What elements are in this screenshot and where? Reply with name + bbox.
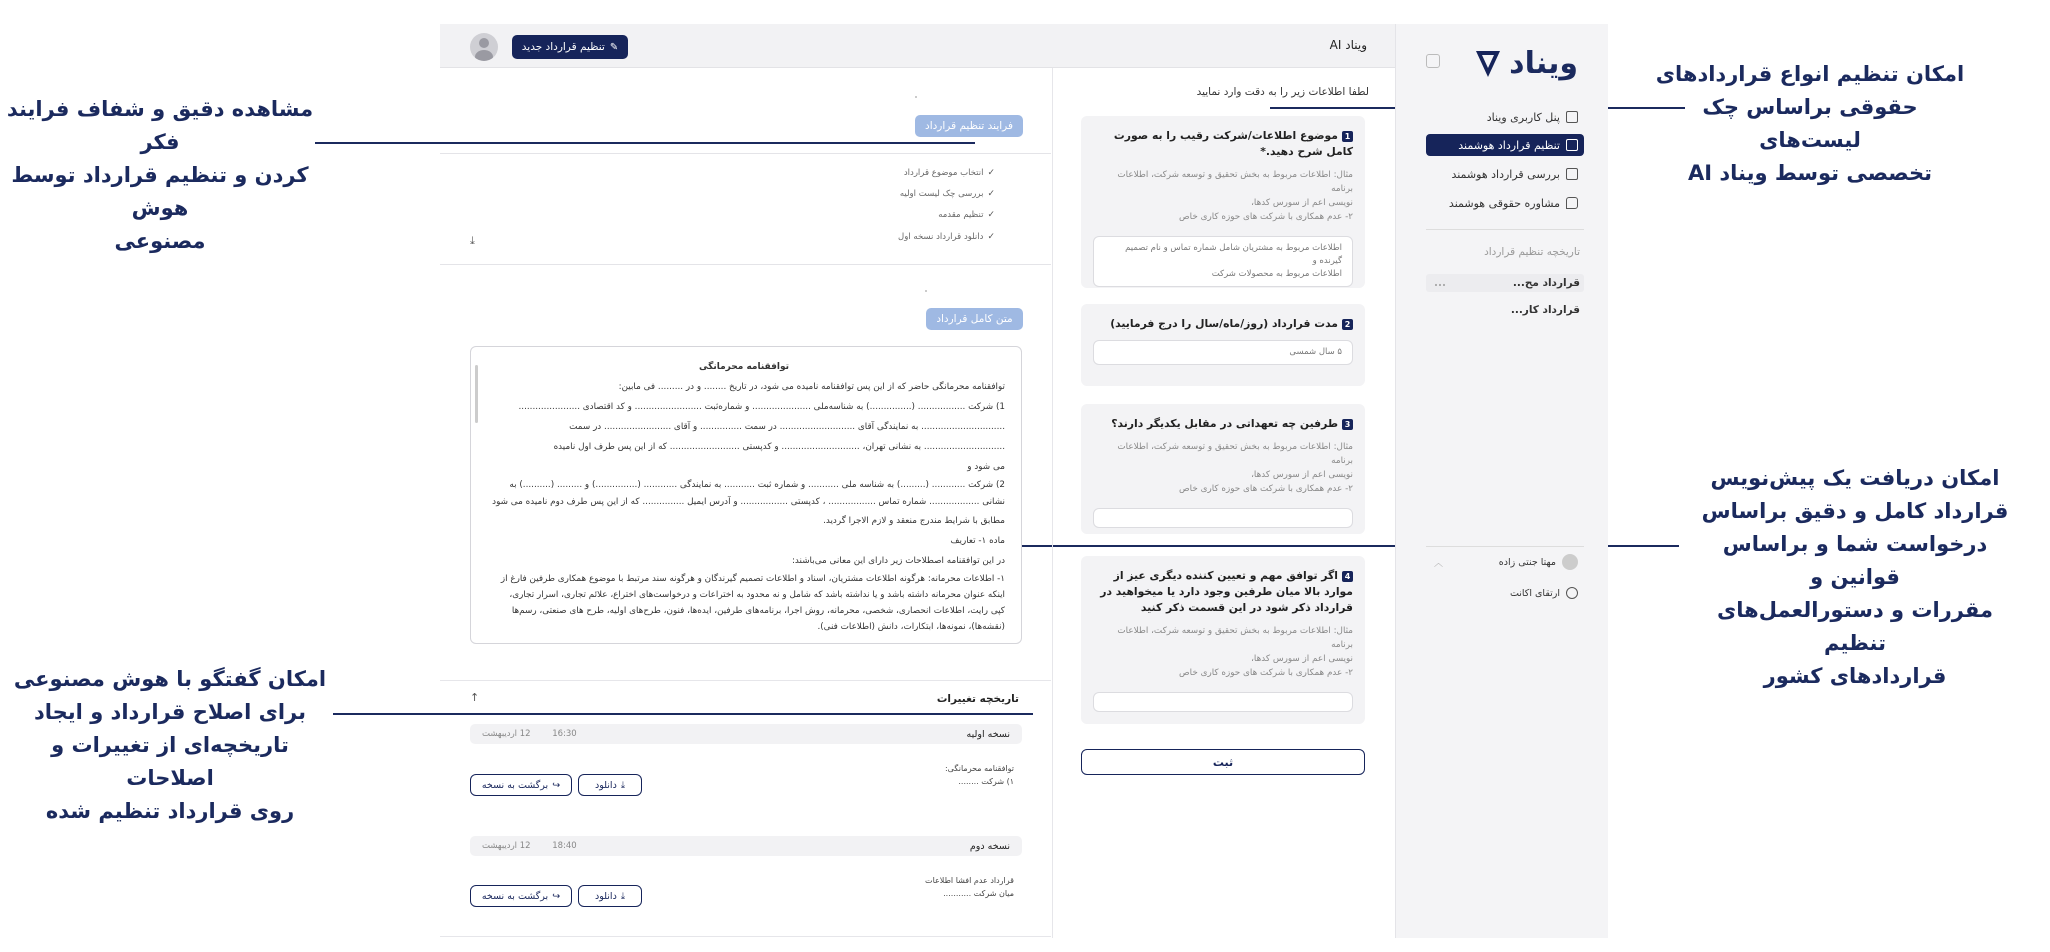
restore-icon: ↪ [552, 779, 561, 791]
divider [1426, 229, 1584, 230]
page-title: ویناد AI [1329, 38, 1367, 52]
restore-icon: ↪ [552, 890, 561, 902]
user-avatar-icon [1562, 554, 1578, 570]
check-icon: ✓ [987, 189, 995, 199]
history-title: تاریخچه تغییرات [936, 693, 1019, 705]
avatar[interactable] [470, 33, 498, 61]
divider [1426, 546, 1584, 547]
process-label: فرایند تنظیم قرارداد [915, 115, 1023, 137]
check-icon: ✓ [987, 168, 995, 178]
annotation-draft: امکان دریافت یک پیش‌نویس قرارداد کامل و دقیق براساس درخواست شما و براساس قوانین و مقررات و دستورالعمل‌های تنظیم قراردادهای کشور [1701, 466, 2009, 688]
question-card: 4اگر توافق مهم و تعیین کننده دیگری عیز از موارد بالا میان طرفین وجود دارد یا میخواهید در قرارداد ذکر شود در این قسمت ذکر کنید مثال: اطلاعات مربوط به بخش تحقیق و توسعه شرکت، اطلاعات برنامه نویسی اعم از سورس کدها، ۲- عدم همکاری با شرکت های حوزه کاری خاص [1081, 556, 1365, 724]
submit-button[interactable]: ثبت [1081, 749, 1365, 775]
main-content [440, 68, 1052, 938]
version-preview: قرارداد عدم افشا اطلاعات میان شرکت ........... [925, 876, 1014, 898]
annotation-contract-types: امکان تنظیم انواع قراردادهای حقوقی براساس چک لیست‌های تخصصی توسط ویناد AI [1655, 62, 1965, 185]
process-step: ✓ دانلود قرارداد نسخه اول [898, 232, 995, 242]
history-panel [440, 680, 1051, 705]
form-intro: لطفا اطلاعات زیر را به دقت وارد نمایید [1196, 86, 1369, 98]
process-step: ✓ انتخاب موضوع قرارداد [903, 168, 995, 178]
upgrade-account[interactable]: ارتقای اکانت [1504, 582, 1584, 604]
sidebar-item-panel[interactable]: پنل کاربری ویناد [1481, 106, 1584, 128]
user-profile[interactable]: مهتا جنتی زاده ︿ [1426, 551, 1584, 573]
vinad-logo-icon [1473, 48, 1503, 80]
arrow-up-icon[interactable]: ↑ [470, 691, 480, 704]
scrollbar[interactable] [475, 365, 478, 423]
version-header: نسخه اولیه 16:30 12 اردیبهشت [470, 724, 1022, 744]
history-section-title: تاریخچه تنظیم قرارداد [1484, 246, 1580, 258]
upgrade-icon [1566, 587, 1578, 599]
history-item[interactable]: قرارداد کار... [1510, 304, 1580, 316]
restore-version-button[interactable]: ↪ برگشت به نسخه [470, 885, 572, 907]
question-hint: مثال: اطلاعات مربوط به بخش تحقیق و توسعه شرکت، اطلاعات برنامه نویسی اعم از سورس کدها، ۲- عدم همکاری با شرکت های حوزه کاری خاص [1117, 170, 1353, 222]
pencil-icon: ✎ [609, 41, 619, 53]
sidebar [1395, 24, 1608, 938]
download-icon: ⤓ [620, 890, 626, 902]
question-hint: مثال: اطلاعات مربوط به بخش تحقیق و توسعه شرکت، اطلاعات برنامه نویسی اعم از سورس کدها، ۲- عدم همکاری با شرکت های حوزه کاری خاص [1117, 442, 1353, 494]
chevron-up-icon: ︿ [1434, 558, 1444, 569]
answer-input[interactable] [1093, 508, 1353, 528]
divider [915, 96, 917, 98]
history-item[interactable]: قرارداد مح... ... [1426, 274, 1584, 292]
answer-input[interactable] [1093, 692, 1353, 712]
grid-icon [1566, 111, 1578, 123]
chat-icon [1566, 197, 1578, 209]
process-step: ✓ بررسی چک لیست اولیه [899, 189, 995, 199]
restore-version-button[interactable]: ↪ برگشت به نسخه [470, 774, 572, 796]
check-icon: ✓ [987, 232, 995, 242]
process-step: ✓ تنظیم مقدمه [938, 210, 995, 220]
question-card: 1موضوع اطلاعات/شرکت رقیب را به صورت کامل شرح دهید.* مثال: اطلاعات مربوط به بخش تحقیق و توسعه شرکت، اطلاعات برنامه نویسی اعم از سورس کدها، ۲- عدم همکاری با شرکت های حوزه کاری خاص اطلاعات مربوط به مشتریان شامل شماره تماس و نام تصمیم گیرنده و اطلاعات مربوط به محصولات شرکت [1081, 116, 1365, 288]
edit-icon [1566, 139, 1578, 151]
more-icon[interactable]: ... [1434, 277, 1446, 289]
logo: ویناد [1473, 46, 1578, 81]
sidebar-item-contract-drafting[interactable]: تنظیم قرارداد هوشمند [1426, 134, 1584, 156]
sidebar-item-contract-review[interactable]: بررسی قرارداد هوشمند [1445, 163, 1584, 185]
divider [925, 290, 927, 292]
contract-text-label: متن کامل قرارداد [926, 308, 1023, 330]
new-contract-button[interactable]: ✎ تنظیم قرارداد جدید [512, 35, 628, 59]
annotation-thinking-process: مشاهده دقیق و شفاف فرایند فکر کردن و تنظیم قرارداد توسط هوش مصنوعی [6, 97, 314, 253]
question-card: 3طرفین چه تعهداتی در مقابل یکدیگر دارند؟ مثال: اطلاعات مربوط به بخش تحقیق و توسعه شرکت، اطلاعات برنامه نویسی اعم از سورس کدها، ۲- عدم همکاری با شرکت های حوزه کاری خاص [1081, 404, 1365, 534]
sidebar-item-legal-advice[interactable]: مشاوره حقوقی هوشمند [1443, 192, 1584, 214]
question-hint: مثال: اطلاعات مربوط به بخش تحقیق و توسعه شرکت، اطلاعات برنامه نویسی اعم از سورس کدها، ۲- عدم همکاری با شرکت های حوزه کاری خاص [1117, 626, 1353, 678]
download-button[interactable]: ⤓ دانلود [578, 774, 642, 796]
answer-input[interactable]: اطلاعات مربوط به مشتریان شامل شماره تماس و نام تصمیم گیرنده و اطلاعات مربوط به محصولات شرکت [1093, 236, 1353, 287]
check-icon: ✓ [987, 210, 995, 220]
download-icon[interactable]: ⤓ [470, 234, 475, 247]
document-icon [1566, 168, 1578, 180]
contract-form [1052, 68, 1395, 938]
download-icon: ⤓ [620, 779, 626, 791]
divider [440, 936, 1051, 937]
question-card: 2مدت قرارداد (روز/ماه/سال را درج فرمایید) ۵ سال شمسی [1081, 304, 1365, 386]
download-button[interactable]: ⤓ دانلود [578, 885, 642, 907]
top-bar [440, 24, 1395, 68]
sidebar-collapse-icon[interactable] [1426, 54, 1440, 68]
annotation-chat-history: امکان گفتگو با هوش مصنوعی برای اصلاح قرارداد و ایجاد تاریخچه‌ای از تغییرات و اصلاحات روی قرارداد تنظیم شده [13, 667, 327, 823]
version-header: نسخه دوم 18:40 12 اردیبهشت [470, 836, 1022, 856]
contract-document: توافقنامه محرمانگی توافقنامه محرمانگی حاضر که از این پس توافقنامه نامیده می شود، در تاریخ ........ و در ......... فی مابین: 1) شرکت ................. (...............) به شناسه‌ملی ..................... و شماره‌ثبت ........................ و کد اقتصادی ...................... .............................. به نمایندگی آقای ........................... در سمت ............... و آقای ........................ در سمت ............................. به نشانی تهران، ............................ و کدپستی ......................... که از این پس طرف اول نامیده می شود و 2) شرکت ............ (.........) به شناسه ملی ........... و شماره ثبت ........... به نمایندگی ............ (...............) و ......... (..........) به نشانی .................. شماره تماس ................. ، کدپستی ................. و آدرس ایمیل ............... که از این پس طرف دوم نامیده می شود مطابق با شرایط مندرج منعقد و لازم الاجرا گردید. ماده ۱- تعاریف در این توافقنامه اصطلاحات زیر دارای این معانی می‌باشند: ۱- اطلاعات محرمانه: هرگونه اطلاعات مشتریان، اسناد و اطلاعات تصمیم گیرندگان و هرگونه سند مرتبط با موضوع همکاری طرفین فارغ از اینکه عنوان محرمانه داشته باشد و یا نداشته باشد که شامل و نه محدود به اختراعات و درخواست‌های اختراع، علائم تجاری، اسرار تجاری، کپی رایت، اطلاعات انحصاری، شخصی، محرمانه، روش اجرا، برنامه‌های طرفین، ایده‌ها، فنون، طرح‌های اولیه، طرح های صنعتی، رسم‌ها (نقشه‌ها)، نمونه‌ها، ابتکارات، دانش (اطلاعات فنی). [470, 346, 1022, 644]
version-preview: توافقنامه محرمانگی: ۱) شرکت ........ [944, 764, 1014, 786]
process-panel [440, 153, 1051, 265]
duration-input[interactable]: ۵ سال شمسی [1093, 340, 1353, 365]
